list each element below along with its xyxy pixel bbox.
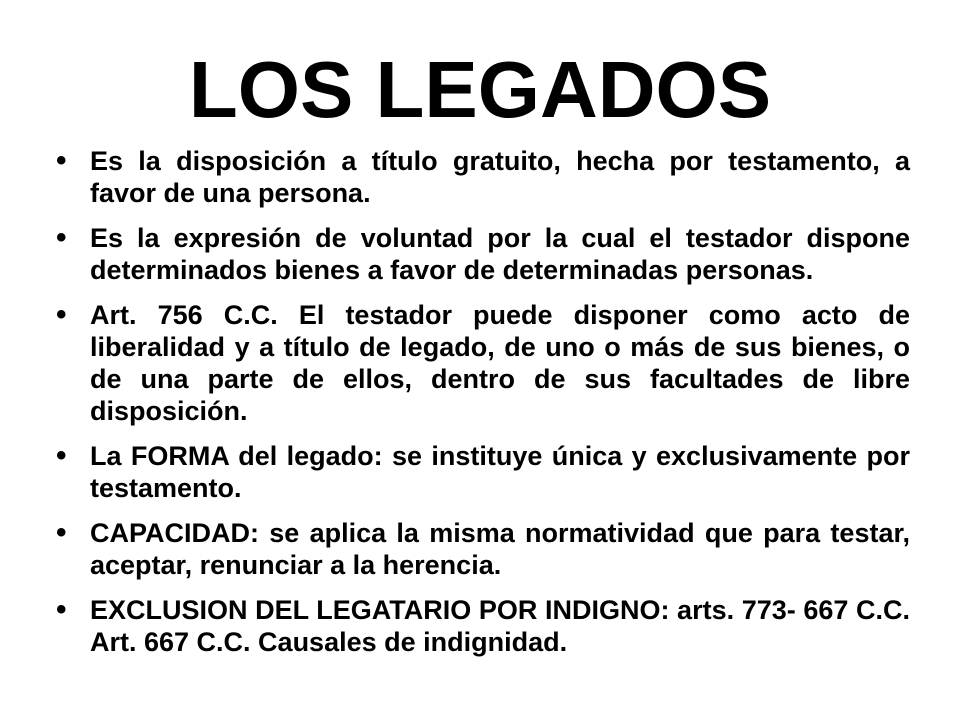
bullet-text-4: La FORMA del legado: se instituye única y exclusivamente por testamento. <box>90 441 910 503</box>
bullet-dot-icon: • <box>56 221 67 254</box>
bullet-item-6 <box>56 594 910 658</box>
bullet-dot-icon: • <box>56 298 67 331</box>
slide-title: LOS LEGADOS <box>188 45 772 134</box>
bullet-dot-icon: • <box>56 593 67 626</box>
bullet-item-5 <box>56 517 910 581</box>
bullet-dot-icon: • <box>56 144 67 177</box>
bullet-text-6: EXCLUSION DEL LEGATARIO POR INDIGNO: arts. 773- 667 C.C. Art. 667 C.C. Causales de indignidad. <box>90 595 910 657</box>
bullet-dot-icon: • <box>56 516 67 549</box>
bullet-item-3 <box>56 299 910 427</box>
bullet-list <box>56 145 910 671</box>
bullet-dot-icon: • <box>56 439 67 472</box>
bullet-text-5: CAPACIDAD: se aplica la misma normatividad que para testar, aceptar, renunciar a la herencia. <box>90 518 910 580</box>
bullet-text-3: Art. 756 C.C. El testador puede disponer como acto de liberalidad y a título de legado, de uno o más de sus bienes, o de una parte de ellos, dentro de sus facultades de libre disposición. <box>90 300 910 426</box>
bullet-text-2: Es la expresión de voluntad por la cual el testador dispone determinados bienes a favor de determinadas personas. <box>90 223 910 285</box>
bullet-item-2 <box>56 222 910 286</box>
bullet-item-1 <box>56 145 910 209</box>
bullet-text-1: Es la disposición a título gratuito, hecha por testamento, a favor de una persona. <box>90 146 910 208</box>
bullet-item-4 <box>56 440 910 504</box>
